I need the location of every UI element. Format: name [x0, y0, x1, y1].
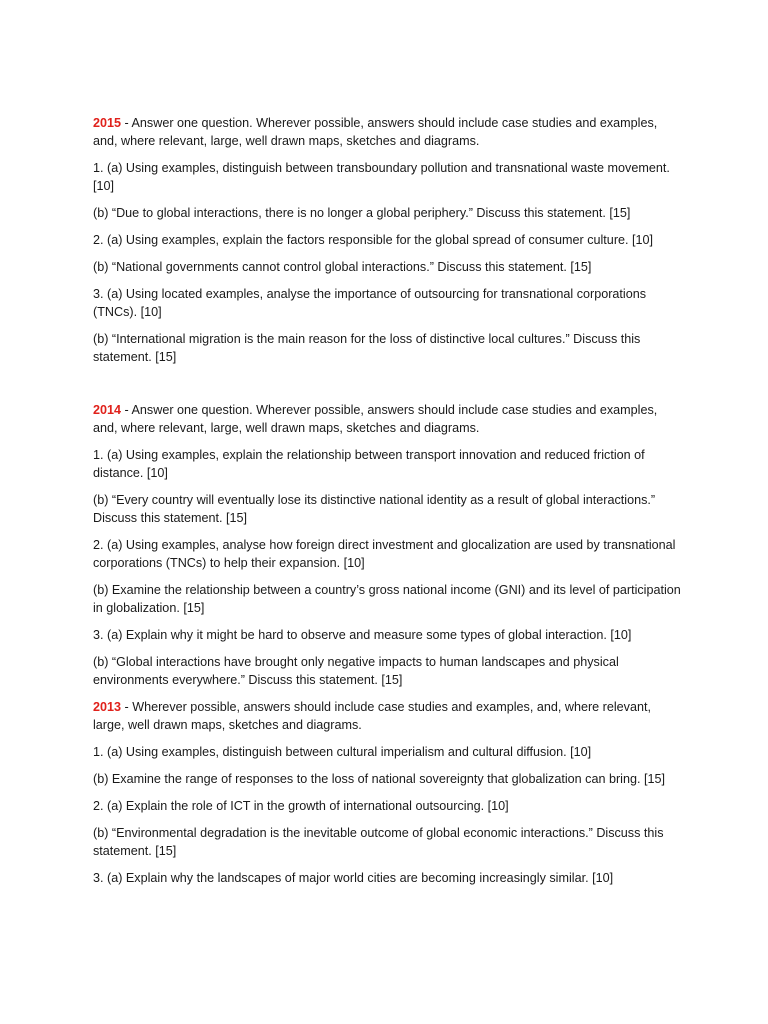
question: 1. (a) Using examples, distinguish between cultural imperialism and cultural diffusion. [10] [93, 745, 592, 759]
document-content [93, 114, 683, 896]
question: (b) “Global interactions have brought only negative impacts to human landscapes and physical environments everywhere.” Discuss this statement. [15] [93, 655, 619, 687]
question: (b) “Environmental degradation is the inevitable outcome of global economic interactions.” Discuss this statement. [15] [93, 826, 664, 858]
question: 1. (a) Using examples, distinguish between transboundary pollution and transnational waste movement. [10] [93, 161, 670, 193]
question: (b) “Every country will eventually lose its distinctive national identity as a result of global interactions.” Discuss this statement. [15] [93, 493, 656, 525]
question: 3. (a) Explain why it might be hard to observe and measure some types of global interaction. [10] [93, 628, 632, 642]
question: (b) Examine the relationship between a country’s gross national income (GNI) and its level of participation in globalization. [15] [93, 583, 681, 615]
question: 2. (a) Explain the role of ICT in the growth of international outsourcing. [10] [93, 799, 509, 813]
question: 3. (a) Explain why the landscapes of major world cities are becoming increasingly similar. [10] [93, 871, 614, 885]
section-intro [93, 114, 683, 150]
question: 2. (a) Using examples, analyse how foreign direct investment and glocalization are used by transnational corporations (TNCs) to help their expansion. [10] [93, 538, 676, 570]
question: 1. (a) Using examples, explain the relationship between transport innovation and reduced friction of distance. [10] [93, 448, 645, 480]
year-label: 2013 [93, 700, 122, 714]
year-label: 2015 [93, 116, 122, 130]
section-2013 [93, 698, 683, 887]
year-label: 2014 [93, 403, 122, 417]
question: 3. (a) Using located examples, analyse the importance of outsourcing for transnational corporations (TNCs). [10] [93, 287, 647, 319]
section-2015 [93, 114, 683, 366]
question: (b) “Due to global interactions, there is no longer a global periphery.” Discuss this statement. [15] [93, 206, 631, 220]
intro-text: - Wherever possible, answers should include case studies and examples, and, where relevant, large, well drawn maps, sketches and diagrams. [93, 700, 651, 732]
intro-text: - Answer one question. Wherever possible, answers should include case studies and examples, and, where relevant, large, well drawn maps, sketches and diagrams. [93, 116, 658, 148]
section-intro [93, 698, 683, 734]
question: (b) Examine the range of responses to the loss of national sovereignty that globalization can bring. [15] [93, 772, 665, 786]
section-intro [93, 401, 683, 437]
section-2014 [93, 401, 683, 689]
question: (b) “National governments cannot control global interactions.” Discuss this statement. [15] [93, 260, 592, 274]
intro-text: - Answer one question. Wherever possible, answers should include case studies and examples, and, where relevant, large, well drawn maps, sketches and diagrams. [93, 403, 658, 435]
question: 2. (a) Using examples, explain the factors responsible for the global spread of consumer culture. [10] [93, 233, 654, 247]
question: (b) “International migration is the main reason for the loss of distinctive local cultures.” Discuss this statement. [15] [93, 332, 641, 364]
